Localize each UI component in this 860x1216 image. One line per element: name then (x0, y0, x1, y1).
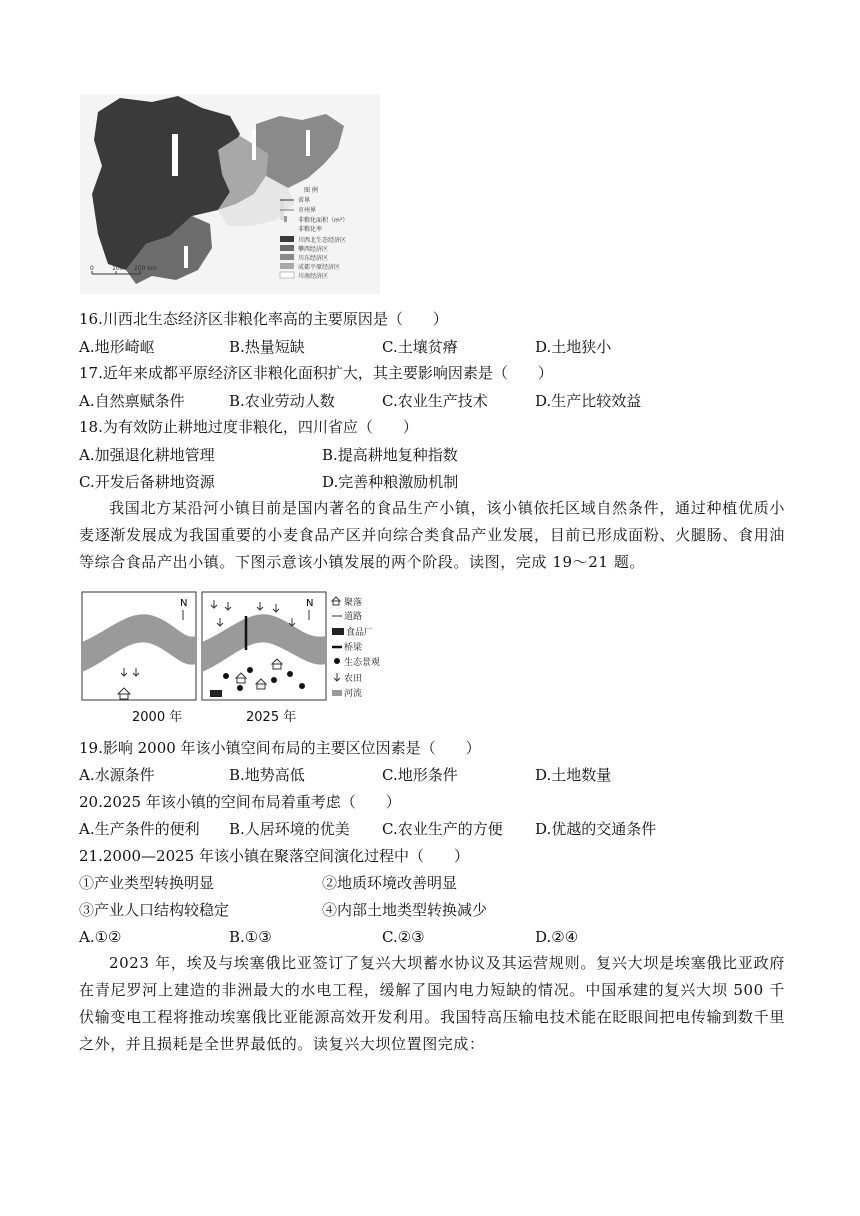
map2-legend-1: 道路 (344, 612, 363, 622)
q17-option-a[interactable]: A.自然禀赋条件 (79, 392, 185, 410)
q17-option-c[interactable]: C.农业生产技术 (382, 392, 488, 410)
q20-option-c[interactable]: C.农业生产的方便 (382, 820, 503, 838)
q18-stem: 18.为有效防止耕地过度非粮化，四川省应（ ） (79, 418, 418, 436)
map2-legend-4: 生态景观 (344, 658, 381, 668)
q21-option-c[interactable]: C.②③ (382, 928, 425, 946)
q17-option-b[interactable]: B.农业劳动人数 (229, 392, 335, 410)
map1-legend-2: 非粮化面积（m²） (298, 217, 349, 224)
q20-option-d[interactable]: D.优越的交通条件 (535, 820, 657, 838)
map1-legend-8: 川南经济区 (298, 273, 329, 280)
map1-legend-3: 非粮化率 (298, 226, 323, 233)
q16-option-c[interactable]: C.土壤贫瘠 (382, 338, 458, 356)
q18-option-c[interactable]: C.开发后备耕地资源 (79, 473, 215, 491)
q21-statement-1: ①产业类型转换明显 (79, 874, 215, 892)
q21-option-b[interactable]: B.①③ (229, 928, 272, 946)
map1-scale-2: 200 km (134, 265, 157, 272)
map1-legend-4: 川西北生态经济区 (298, 237, 347, 244)
north-label-left: N (180, 598, 188, 609)
map2-legend-3: 桥梁 (344, 643, 363, 653)
map1-legend-6: 川东经济区 (298, 255, 329, 262)
q16-stem: 16.川西北生态经济区非粮化率高的主要原因是（ ） (79, 310, 448, 328)
sichuan-map (80, 94, 380, 294)
passage-town: 我国北方某沿河小镇目前是国内著名的食品生产小镇，该小镇依托区域自然条件，通过种植优质小麦逐渐发展成为我国重要的小麦食品产区并向综合类食品产业发展，目前已形成面粉、火腿肠、食用油等综合食品产出小镇。下图示意该小镇发展的两个阶段。读图，完成 19～21 题。 (79, 499, 785, 571)
year-2025-label: 2025 年 (246, 710, 297, 725)
q18-option-b[interactable]: B.提高耕地复种指数 (322, 446, 458, 464)
q19-option-d[interactable]: D.土地数量 (535, 766, 612, 784)
food-factory-icon (210, 690, 222, 697)
q21-option-a[interactable]: A.①② (79, 928, 122, 946)
q19-stem: 19.影响 2000 年该小镇空间布局的主要区位因素是（ ） (79, 739, 481, 757)
q18-option-a[interactable]: A.加强退化耕地管理 (79, 446, 215, 464)
map2-legend-2: 食品厂 (346, 628, 374, 638)
q16-option-a[interactable]: A.地形崎岖 (79, 338, 155, 356)
map1-legend-5: 攀西经济区 (298, 246, 329, 253)
map1-scale-0: 0 (90, 265, 94, 272)
north-label-right: N (306, 598, 314, 609)
map1-legend-7: 成都平原经济区 (298, 264, 341, 271)
q19-option-c[interactable]: C.地形条件 (382, 766, 458, 784)
q21-statement-2: ②地质环境改善明显 (322, 874, 458, 892)
q21-stem: 21.2000—2025 年该小镇在聚落空间演化过程中（ ） (79, 847, 469, 865)
map2-legend-0: 聚落 (344, 598, 363, 608)
sichuan-map-figure (80, 94, 380, 294)
q17-option-d[interactable]: D.生产比较效益 (535, 392, 642, 410)
year-2000-label: 2000 年 (132, 710, 183, 725)
map1-legend-0: 省界 (298, 197, 311, 204)
map2-legend-5: 农田 (344, 674, 363, 684)
map1-legend-1: 市州界 (298, 207, 317, 214)
q19-option-a[interactable]: A.水源条件 (79, 766, 155, 784)
q18-option-d[interactable]: D.完善种粮激励机制 (322, 473, 459, 491)
q20-option-a[interactable]: A.生产条件的便利 (79, 820, 200, 838)
town-stages-diagram (80, 590, 400, 702)
q16-option-b[interactable]: B.热量短缺 (229, 338, 305, 356)
map2-legend-6: 河流 (344, 689, 363, 699)
passage-dam: 2023 年，埃及与埃塞俄比亚签订了复兴大坝蓄水协议及其运营规则。复兴大坝是埃塞俄比亚政府在青尼罗河上建造的非洲最大的水电工程，缓解了国内电力短缺的情况。中国承建的复兴大坝 500 千伏输变电工程将推动埃塞俄比亚能源高效开发利用。我国特高压输电技术能在眨眼间把电传输到数千里之外，并且损耗是全世界最低的。读复兴大坝位置图完成： (79, 954, 785, 1053)
q21-statement-3: ③产业人口结构较稳定 (79, 901, 230, 919)
q20-stem: 20.2025 年该小镇的空间布局着重考虑（ ） (79, 793, 401, 811)
q16-option-d[interactable]: D.土地狭小 (535, 338, 612, 356)
q21-option-d[interactable]: D.②④ (535, 928, 579, 946)
q17-stem: 17.近年来成都平原经济区非粮化面积扩大，其主要影响因素是（ ） (79, 364, 553, 382)
map1-scale-1: 100 (112, 265, 124, 272)
q21-statement-4: ④内部土地类型转换减少 (322, 901, 488, 919)
q20-option-b[interactable]: B.人居环境的优美 (229, 820, 350, 838)
town-stages-figure (80, 590, 400, 724)
q19-option-b[interactable]: B.地势高低 (229, 766, 305, 784)
map1-legend-title: 图 例 (304, 187, 318, 194)
